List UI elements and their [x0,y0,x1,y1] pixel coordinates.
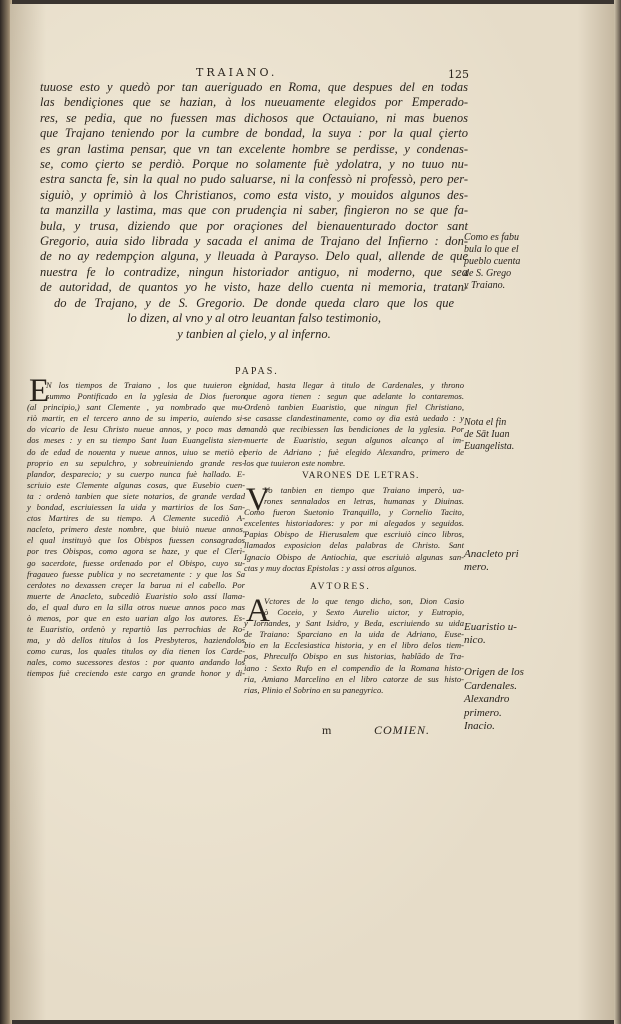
text-line: de Traiano: Sparciano en la uida de Adriano, Euse- [244,629,464,640]
text-line: do de edad de nouenta y nueue annos, uiuo se metiò el [27,446,245,457]
text-line: por tres Obispos, como agora se haze, y que el Clerì- [27,546,245,557]
main-text-line: es gran lastima pensar, que vn tan excelente hombre se perdisse, y condenas- [40,141,468,156]
text-line: los que tuuieron este nombre. [244,457,346,468]
margin-note-euaristio: Euaristio u- nico. [464,621,517,646]
main-text-line: res, se pedia, que no fuessen mas dichosos que Octauiano, ni mas buenos [40,110,468,125]
main-text-line: tuuose esto y quedò por tan aueriguado en Roma, que despues del en todas [40,80,468,94]
text-line: y Iornandes, y Sant Isidro, y Beda, escriuiendo su uida [244,618,464,629]
text-line: ma, y dò dellos titulos à los Presbyteros, haziendolos [27,635,245,646]
text-line: ta : ordenò tanbien que siete notarios, de grande verdad [27,490,245,501]
varones-heading: VARONES DE LETRAS. [302,471,420,481]
text-line: Vo tanbien en tiempo que Traiano imperò, ua- [264,485,464,495]
text-line: muerte de Anacleto, subcediò Euaristio solo assi llama- [27,590,245,601]
main-text-line: y tanbien al çielo, y al inferno. [177,326,331,341]
text-line: do, el qual duro en la silla otros nueue annos poco mas [27,601,245,612]
text-line: muerte de Euaristio, segun algunos alcanço al im- [244,435,464,446]
drop-cap-e: E [29,373,50,409]
margin-note-anacleto: Anacleto pri mero. [464,548,519,573]
main-text-line: siguiò, y oprimiò à los Christianos, como esta visto, y mouidos algunos des- [40,187,468,202]
drop-cap-a: A [246,593,270,629]
main-text-line: lo dizen, al vno y al otro leuantan falso testimonio, [126,311,382,326]
text-line: iano : Sexto Rufo en el compendio de la Romana histo- [244,662,464,673]
text-line: como curas, los quales titulos oy dia tienen los Carde- [27,646,245,657]
text-line: dos meses : y en su tiempo Sant Iuan Euangelista sien- [27,435,245,446]
text-line: y bondad, escriuiessen la uida y martirios de los San- [27,502,245,513]
autores-column [244,593,464,696]
text-line: Ignacio Obispo de Antiochia, que escriuiò algunas san- [244,551,464,562]
main-text-line: estra sancta fe, sin la qual no pudo saluarse, ni la confessò ni professò, pero per- [40,172,468,187]
margin-note-evangelist: Nota el fin de Sāt Iuan Euangelista. [464,417,515,452]
text-line: proprio en su sepulchro, y sobreuiniendo grande res- [27,457,245,468]
text-line: ria, Amiano Marcelino en el libro catorze de sus histo- [244,673,464,684]
text-line: cerdotes no dexassen creçer la barua ni el cabello. Por [27,579,245,590]
text-line: gnidad, hasta llegar à titulo de Cardenales, y throno [244,380,464,390]
text-line: ò Coceio, y Sexto Aurelio uictor, y Eutropio, [264,607,464,618]
book-page [10,4,614,1020]
text-line: se casasse clandestinamente, como oy dia està uedado : y [244,413,464,424]
text-line: te Euaristio, ordenò y repartiò las perrochias de Ro- [27,624,245,635]
text-line: ò menos, por que en esto uarian algo los autores. Es- [27,612,245,623]
text-line: scriuio este Clemente algunas cosas, que Eusebio cuen- [27,479,245,490]
text-line: pos, Phreculfo Obispo en sus historias, hablādo de Tra- [244,651,464,662]
text-line: nacleto, primero deste nombre, que biuiò nueue annos, [27,524,245,535]
main-text-line: ta manzilla y lastima, mas que con prudençia ni saber, fingieron no se que fa- [40,203,468,218]
text-line: Papias Obispo de Hierusalem que escriuiò cinco libros, [244,529,464,540]
main-text-line: bula, y trusa, diziendo que por oraçiones del bienauenturado doctor sant [40,218,468,233]
page-edge [614,0,621,1024]
main-text-line: de no ay redempçion alguna, y lleuada à Parayso. Delo qual, allende de que [40,249,468,264]
main-text-block [40,80,468,342]
signature-mark: m [322,723,332,737]
text-line: riò martir, en el tercero anno de su imperio, auiendo si- [27,413,245,424]
text-line: ctas y muy doctas Epistolas : y assi otros algunos. [244,562,417,573]
autores-heading: AVTORES. [310,582,371,592]
text-line: plandor, desparecio; y su cuerpo nunca fuè hallado. E- [27,468,245,479]
text-line: rias, Plinio el Sobrino en su panegyrico. [244,684,384,695]
text-line: bio en la Ecclesiastica historia, y en el libro delos tiem- [244,640,464,651]
catchword: COMIEN. [374,723,430,737]
text-line: summo Pontificado en la yglesia de Dios fueron [46,391,245,402]
text-line: que agora tienen : segun que adelante lo contaremos. [244,391,464,402]
main-text-line: que Trajano teniendo por la cumbre de bondad, la suya : por la qual çierto [40,126,468,141]
varones-column [244,482,464,574]
papas-right-column [244,380,464,469]
text-line: nales, como sucessores destos : por quanto andando los [27,657,245,668]
text-line: ctos Martires de su tiempo. A Clemente sucediò A- [27,513,245,524]
page-number: 125 [448,68,469,81]
text-line: mandò que recibiessen las bendiciones de la yglesia. Por [244,424,464,435]
papas-left-column [27,380,245,680]
text-line: do vicario de Iesu Christo nueue annos, y poco mas de [27,424,245,435]
text-line: rones sennalados en letras, humanas y Diuinas. [264,496,464,507]
main-text-line: do de Trajano, y de S. Gregorio. De donde queda claro que los que [54,295,454,310]
margin-note-cardenales: Origen de los Cardenales. Alexandro primero. Inacio. [464,666,524,732]
text-line: N los tiempos de Traiano , los que tuuieron el [46,380,245,390]
margin-note-fable: Como es fabu bula lo que el pueblo cuenta de S. Grego y Traiano. [464,232,521,291]
main-text-line: las bendiçiones que se hazian, à los nueuamente elegidos por Emperado- [40,95,468,110]
text-line: perio de Adriano ; fuè elegido Alexandro, primero de [244,446,464,457]
text-line: tiempos fuè creciendo este cargo en grande honor y di- [27,668,245,679]
text-line: Como fueron Suetonio Tranquillo, y Cornelio Tacito, [244,507,464,518]
running-title: TRAIANO. [196,66,278,79]
main-text-line: Gregorio, auia sido librada y sacada el anima de Trajano del Infierno : don- [40,234,468,249]
main-text-line: de autoridad, de quantos yo he visto, haze dello cuenta ni memoria, tratan- [40,280,468,295]
text-line: el qual instituyò que los Obispos fuessen consagrados [27,535,245,546]
drop-cap-v: V [246,482,270,518]
text-line: excelentes historiadores: y por mi alegados y seguidos. [244,518,464,529]
papas-heading: PAPAS. [235,366,279,377]
text-line: go sacerdote, fuesse ordenado por el Obispo, cuyo su- [27,557,245,568]
text-line: Vctores de lo que tengo dicho, son, Dion Casio [264,596,464,606]
text-line: llamados exposicion delas palabras de Christo. Sant [244,540,464,551]
text-line: (al principio,) sant Clemente , ya nombrado que mu- [27,402,245,413]
text-line: fragaueo fuesse publica y no secretamente : y que los Sa [27,568,245,579]
text-line: Ordenò tanbien Euaristio, que ningun fiel Christiano, [244,402,464,413]
main-text-line: se, como çierto se perdiò. Porque no solamente fuè ydolatra, y no tuuo nu- [40,157,468,172]
main-text-line: nuestra fe lo contradize, ningun historiador antiguo, ni moderno, que sea [40,264,468,279]
